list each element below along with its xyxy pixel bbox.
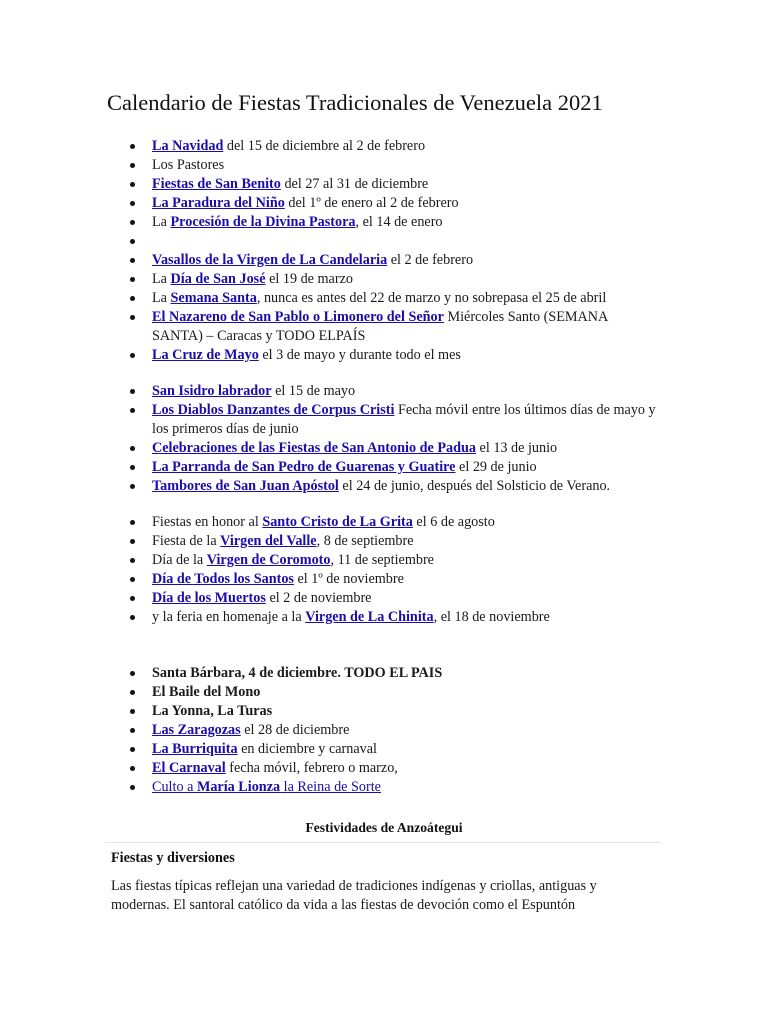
list-item [0,589,768,608]
list-item [0,721,768,740]
list-item [0,570,768,589]
list-item [0,308,768,346]
list-item [0,439,768,458]
item-text: el 6 de agosto [412,514,495,530]
item-text: fecha móvil, febrero o marzo, [225,760,398,776]
item-text: el 1º de noviembre [293,571,404,587]
item-text: , nunca es antes del 22 de marzo y no sobrepasa el 25 de abril [256,290,607,306]
list-item [0,608,768,627]
item-text: El Baile del Mono [152,684,261,700]
festival-link[interactable]: La Burriquita [152,741,238,757]
festival-link[interactable]: Santo Cristo de La Grita [262,514,413,530]
intro-paragraph: Las fiestas típicas reflejan una variedad de tradiciones indígenas y criollas, antiguas y modernas. El santoral católico da vida a las fiestas de devoción como el Espuntón [111,878,597,913]
festival-link[interactable]: San Isidro labrador [152,383,272,399]
festival-list-group-2 [0,382,768,496]
festival-link[interactable]: Procesión de la Divina Pastora [170,214,356,230]
festival-link[interactable]: Las Zaragozas [152,722,241,738]
festival-link[interactable]: Semana Santa [170,290,257,306]
list-item [0,740,768,759]
item-text: del 1º de enero al 2 de febrero [284,195,459,211]
festival-link[interactable]: La Paradura del Niño [152,195,285,211]
list-item [0,270,768,289]
item-text: La Yonna, La Turas [152,703,273,719]
list-item [0,683,768,702]
festival-link[interactable]: Día de los Muertos [152,590,266,606]
festival-link[interactable]: La Parranda de San Pedro de Guarenas y Guatire [152,459,456,475]
festival-list-group-4 [0,664,768,797]
festival-list-group-1 [0,137,768,365]
item-text: Fiesta de la [152,533,221,549]
page-title: Calendario de Fiestas Tradicionales de Venezuela 2021 [107,90,603,115]
culto-link-suffix[interactable]: la Reina de Sorte [280,779,381,795]
item-text: , 11 de septiembre [330,552,434,568]
festival-link[interactable]: Virgen de La Chinita [305,609,434,625]
item-text: La [152,214,171,230]
festival-link[interactable]: Día de Todos los Santos [152,571,294,587]
festival-link[interactable]: La Cruz de Mayo [152,347,259,363]
list-item [0,137,768,156]
festival-list-group-3 [0,513,768,627]
item-text: Fiestas en honor al [152,514,263,530]
list-item [0,175,768,194]
item-text: Los Pastores [152,157,225,173]
list-item [0,664,768,683]
festival-link[interactable]: Tambores de San Juan Apóstol [152,478,339,494]
festival-link[interactable]: La Navidad [152,138,224,154]
item-text: el 3 de mayo y durante todo el mes [258,347,461,363]
festival-link[interactable]: El Carnaval [152,760,226,776]
list-item [0,458,768,477]
item-text: del 15 de diciembre al 2 de febrero [223,138,426,154]
item-text: La [152,271,171,287]
festival-link[interactable]: Celebraciones de las Fiestas de San Antonio de Padua [152,440,476,456]
list-item [0,401,768,439]
item-text: el 28 de diciembre [240,722,350,738]
culto-link-prefix[interactable]: Culto a [152,779,197,795]
item-text: el 24 de junio, después del Solsticio de Verano. [338,478,611,494]
festival-link[interactable]: Virgen del Valle [220,533,317,549]
festival-link[interactable]: Virgen de Coromoto [206,552,331,568]
list-item [0,194,768,213]
item-text: en diciembre y carnaval [237,741,377,757]
item-text: , el 18 de noviembre [433,609,550,625]
list-item [0,702,768,721]
list-item [0,232,768,251]
list-item [0,382,768,401]
item-text: el 2 de noviembre [265,590,372,606]
festival-link[interactable]: El Nazareno de San Pablo o Limonero del Señor [152,309,444,325]
sub-heading: Fiestas y diversiones [111,850,235,866]
festival-link[interactable]: Los Diablos Danzantes de Corpus Cristi [152,402,395,418]
list-item [0,156,768,175]
list-item [0,759,768,778]
item-text: el 19 de marzo [265,271,353,287]
item-text: del 27 al 31 de diciembre [280,176,429,192]
item-text: Fecha móvil entre los últimos días de mayo y los primeros días de junio [152,402,656,437]
culto-link-name[interactable]: María Lionza [196,779,281,795]
item-text: La [152,290,171,306]
item-text: Día de la [152,552,207,568]
item-text: el 15 de mayo [271,383,356,399]
festival-link[interactable]: Vasallos de la Virgen de La Candelaria [152,252,388,268]
list-item [0,513,768,532]
festival-link[interactable]: Día de San José [170,271,266,287]
list-item-culto[interactable] [0,778,768,797]
item-text: el 29 de junio [455,459,537,475]
item-text: el 2 de febrero [387,252,474,268]
section-divider [105,842,661,843]
section-title: Festividades de Anzoátegui [305,820,463,835]
list-item [0,251,768,270]
list-item [0,346,768,365]
item-text: y la feria en homenaje a la [152,609,306,625]
list-item [0,532,768,551]
list-item [0,289,768,308]
list-item [0,477,768,496]
list-item [0,551,768,570]
item-text: , el 14 de enero [355,214,443,230]
item-text: Santa Bárbara, 4 de diciembre. TODO EL PAIS [152,665,443,681]
item-text: Miércoles Santo (SEMANA SANTA) – Caracas y TODO ELPAÍS [152,309,608,344]
item-text: el 13 de junio [475,440,558,456]
item-text: , 8 de septiembre [316,533,414,549]
festival-link[interactable]: Fiestas de San Benito [152,176,281,192]
list-item [0,213,768,232]
